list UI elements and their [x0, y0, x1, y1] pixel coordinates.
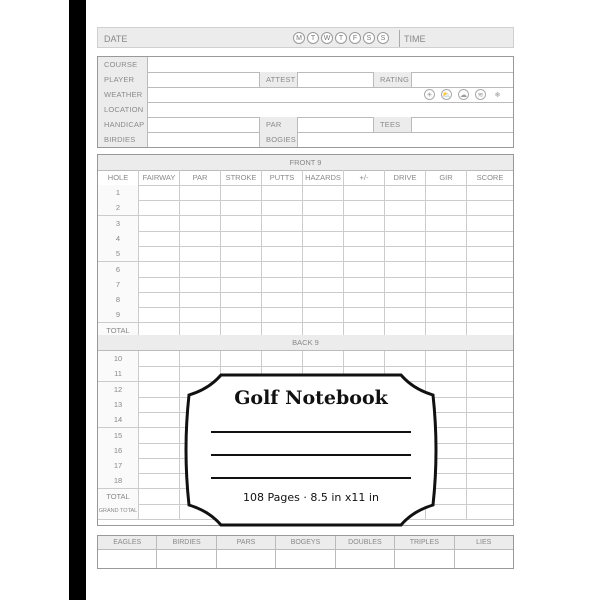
hole-number: 9 — [98, 307, 139, 322]
score-cell[interactable] — [180, 216, 221, 231]
score-cell[interactable] — [221, 292, 262, 307]
score-cell[interactable] — [139, 412, 180, 427]
score-cell[interactable] — [180, 292, 221, 307]
score-cell[interactable] — [139, 262, 180, 277]
round-info-box — [97, 56, 514, 148]
score-cell[interactable] — [344, 292, 385, 307]
hole-number: 5 — [98, 246, 139, 261]
hole-number: 1 — [98, 185, 139, 200]
score-cell[interactable] — [221, 246, 262, 261]
score-cell[interactable] — [344, 351, 385, 366]
score-cell[interactable] — [262, 277, 303, 292]
tees-label: TEES — [374, 117, 412, 132]
score-cell[interactable] — [467, 246, 513, 261]
hole-number: 6 — [98, 262, 139, 277]
column-header: SCORE — [476, 173, 504, 182]
score-cell[interactable] — [139, 246, 180, 261]
score-cell[interactable] — [426, 277, 467, 292]
column-header: PAR — [180, 170, 221, 185]
hole-number: 18 — [98, 473, 139, 488]
write-line[interactable] — [211, 477, 411, 479]
score-cell[interactable] — [385, 200, 426, 215]
cover-label — [181, 367, 441, 533]
score-cell[interactable] — [467, 382, 513, 397]
score-cell[interactable] — [262, 351, 303, 366]
score-row — [98, 277, 513, 293]
summary-table — [97, 535, 514, 569]
summary-column[interactable] — [455, 536, 513, 568]
hole-number: 3 — [98, 216, 139, 231]
score-cell[interactable] — [221, 262, 262, 277]
day-saturday[interactable]: S — [363, 32, 375, 44]
hole-number: 10 — [98, 351, 139, 366]
score-cell[interactable] — [221, 307, 262, 322]
score-cell[interactable] — [467, 489, 513, 504]
score-row — [98, 200, 513, 216]
location-row — [98, 102, 513, 118]
summary-header: BIRDIES — [157, 536, 215, 550]
score-cell[interactable] — [385, 262, 426, 277]
summary-column[interactable] — [98, 536, 157, 568]
score-cell[interactable] — [467, 185, 513, 200]
score-cell[interactable] — [344, 216, 385, 231]
score-cell[interactable] — [303, 262, 344, 277]
score-cell[interactable] — [467, 366, 513, 381]
notebook-title: Golf Notebook — [234, 387, 388, 409]
column-header: FAIRWAY — [139, 170, 180, 185]
attest-label: ATTEST — [260, 72, 298, 87]
date-label: DATE — [104, 34, 128, 44]
score-cell[interactable] — [467, 351, 513, 366]
score-cell[interactable] — [467, 397, 513, 412]
course-row — [98, 57, 513, 73]
score-cell[interactable] — [344, 262, 385, 277]
birdies-field[interactable] — [148, 132, 260, 147]
score-cell[interactable] — [385, 185, 426, 200]
summary-column[interactable] — [217, 536, 276, 568]
column-header: HAZARDS — [303, 170, 344, 185]
notebook-subtitle: 108 Pages · 8.5 in x11 in — [243, 491, 379, 504]
front-nine-header: FRONT 9 — [98, 155, 513, 171]
score-cell[interactable] — [303, 307, 344, 322]
summary-header: LIES — [455, 536, 513, 550]
tees-field[interactable] — [412, 117, 513, 132]
score-cell[interactable] — [180, 246, 221, 261]
location-field[interactable] — [148, 102, 513, 117]
score-cell[interactable] — [467, 277, 513, 292]
book-spine — [69, 0, 86, 600]
score-cell[interactable] — [467, 504, 513, 519]
score-cell[interactable] — [180, 277, 221, 292]
score-cell[interactable] — [426, 307, 467, 322]
partly-cloudy-icon[interactable]: ⛅ — [441, 89, 452, 100]
score-cell[interactable] — [303, 246, 344, 261]
hole-number: TOTAL — [98, 489, 139, 504]
day-sunday[interactable]: S — [377, 32, 389, 44]
score-cell[interactable] — [262, 307, 303, 322]
score-cell[interactable] — [385, 216, 426, 231]
hole-number: 8 — [98, 292, 139, 307]
score-cell[interactable] — [139, 200, 180, 215]
score-cell[interactable] — [303, 277, 344, 292]
score-cell[interactable] — [139, 428, 180, 443]
par-label: PAR — [260, 117, 298, 132]
summary-header: EAGLES — [98, 536, 156, 550]
score-row — [98, 307, 513, 323]
weather-icons — [424, 89, 503, 100]
score-cell[interactable] — [467, 412, 513, 427]
score-cell[interactable] — [426, 216, 467, 231]
rating-field[interactable] — [412, 72, 513, 87]
hole-number: GRAND TOTAL — [98, 504, 139, 519]
score-cell[interactable] — [467, 216, 513, 231]
course-label: COURSE — [98, 57, 148, 72]
player-label: PLAYER — [98, 72, 148, 87]
score-row — [98, 292, 513, 308]
score-cell[interactable] — [344, 307, 385, 322]
score-cell[interactable] — [139, 185, 180, 200]
day-friday[interactable]: F — [349, 32, 361, 44]
player-row — [98, 72, 513, 88]
divider — [399, 30, 400, 47]
rating-label: RATING — [374, 72, 412, 87]
score-cell[interactable] — [385, 292, 426, 307]
score-cell[interactable] — [139, 216, 180, 231]
score-cell[interactable] — [467, 428, 513, 443]
birdies-row — [98, 132, 513, 147]
hole-number: 15 — [98, 428, 139, 443]
time-label: TIME — [404, 34, 426, 44]
hole-number: 12 — [98, 382, 139, 397]
course-field[interactable] — [148, 57, 513, 72]
column-header: DRIVE — [385, 170, 426, 185]
handicap-field[interactable] — [148, 117, 260, 132]
score-cell[interactable] — [139, 277, 180, 292]
day-tuesday[interactable]: T — [307, 32, 319, 44]
write-line[interactable] — [211, 454, 411, 456]
score-cell[interactable] — [344, 200, 385, 215]
day-thursday[interactable]: T — [335, 32, 347, 44]
score-cell[interactable] — [139, 382, 180, 397]
score-row — [98, 351, 513, 367]
score-cell[interactable] — [262, 200, 303, 215]
summary-column[interactable] — [157, 536, 216, 568]
par-field[interactable] — [298, 117, 374, 132]
score-cell[interactable] — [221, 351, 262, 366]
score-cell[interactable] — [467, 458, 513, 473]
birdies-label: BIRDIES — [98, 132, 148, 147]
hole-number: 11 — [98, 366, 139, 381]
score-cell[interactable] — [426, 351, 467, 366]
handicap-row — [98, 117, 513, 133]
score-cell[interactable] — [467, 231, 513, 246]
score-cell[interactable] — [180, 231, 221, 246]
score-cell[interactable] — [467, 292, 513, 307]
score-cell[interactable] — [262, 246, 303, 261]
score-cell[interactable] — [303, 185, 344, 200]
summary-header: PARS — [217, 536, 275, 550]
score-cell[interactable] — [344, 185, 385, 200]
score-cell[interactable] — [467, 262, 513, 277]
score-cell[interactable] — [262, 292, 303, 307]
summary-column[interactable] — [276, 536, 335, 568]
hole-number: 14 — [98, 412, 139, 427]
score-cell[interactable] — [426, 185, 467, 200]
hole-number: TOTAL — [98, 323, 139, 338]
score-cell[interactable] — [180, 200, 221, 215]
score-cell[interactable] — [221, 277, 262, 292]
score-cell[interactable] — [139, 366, 180, 381]
hole-number: 17 — [98, 458, 139, 473]
day-wednesday[interactable]: W — [321, 32, 333, 44]
summary-header: BOGEYS — [276, 536, 334, 550]
score-cell[interactable] — [180, 307, 221, 322]
score-cell[interactable] — [385, 351, 426, 366]
score-cell[interactable] — [344, 246, 385, 261]
column-header: HOLE — [98, 170, 139, 185]
snowflake-icon[interactable]: ❄ — [494, 91, 501, 99]
hole-number: 7 — [98, 277, 139, 292]
summary-column[interactable] — [336, 536, 395, 568]
hole-number: 4 — [98, 231, 139, 246]
column-header-row — [98, 170, 513, 186]
score-row — [98, 262, 513, 278]
date-bar — [97, 27, 514, 48]
cloud-icon[interactable]: ☁ — [458, 89, 469, 100]
score-cell[interactable] — [303, 351, 344, 366]
score-cell[interactable] — [426, 246, 467, 261]
score-row — [98, 216, 513, 232]
score-cell[interactable] — [426, 231, 467, 246]
score-cell[interactable] — [303, 216, 344, 231]
location-label: LOCATION — [98, 102, 148, 117]
wind-icon[interactable]: ≋ — [475, 89, 486, 100]
day-monday[interactable]: M — [293, 32, 305, 44]
score-cell[interactable] — [385, 246, 426, 261]
score-cell[interactable] — [303, 200, 344, 215]
hole-number: 16 — [98, 443, 139, 458]
score-cell[interactable] — [139, 307, 180, 322]
score-cell[interactable] — [180, 262, 221, 277]
score-cell[interactable] — [467, 443, 513, 458]
score-cell[interactable] — [139, 489, 180, 504]
score-cell[interactable] — [467, 200, 513, 215]
score-cell[interactable] — [385, 231, 426, 246]
score-cell[interactable] — [139, 473, 180, 488]
score-cell[interactable] — [221, 200, 262, 215]
attest-field[interactable] — [298, 72, 374, 87]
score-cell[interactable] — [139, 458, 180, 473]
score-cell[interactable] — [303, 292, 344, 307]
score-cell[interactable] — [426, 292, 467, 307]
weather-label: WEATHER — [98, 87, 148, 102]
score-cell[interactable] — [426, 262, 467, 277]
score-row — [98, 231, 513, 247]
score-row — [98, 246, 513, 262]
handicap-label: HANDICAP — [98, 117, 148, 132]
score-cell[interactable] — [262, 185, 303, 200]
summary-column[interactable] — [395, 536, 454, 568]
column-header: +/- — [344, 170, 385, 185]
score-cell[interactable] — [139, 397, 180, 412]
score-cell[interactable] — [262, 231, 303, 246]
hole-number: 13 — [98, 397, 139, 412]
column-header: STROKE — [221, 170, 262, 185]
column-header: GIR — [426, 170, 467, 185]
score-cell[interactable] — [262, 262, 303, 277]
bogies-field[interactable] — [298, 132, 513, 147]
score-cell[interactable] — [139, 351, 180, 366]
hole-number: 2 — [98, 200, 139, 215]
score-cell[interactable] — [426, 200, 467, 215]
score-cell[interactable] — [385, 277, 426, 292]
score-cell[interactable] — [139, 504, 180, 519]
summary-header: TRIPLES — [395, 536, 453, 550]
back-nine-header: BACK 9 — [98, 335, 513, 351]
weather-row — [98, 87, 513, 103]
score-cell[interactable] — [180, 185, 221, 200]
score-row — [98, 185, 513, 201]
score-cell[interactable] — [303, 231, 344, 246]
score-cell[interactable] — [221, 185, 262, 200]
score-cell[interactable] — [344, 231, 385, 246]
score-cell[interactable] — [180, 351, 221, 366]
bogies-label: BOGIES — [260, 132, 298, 147]
column-header: PUTTS — [262, 170, 303, 185]
score-cell[interactable] — [467, 473, 513, 488]
player-field[interactable] — [148, 72, 260, 87]
score-cell[interactable] — [139, 292, 180, 307]
score-cell[interactable] — [221, 231, 262, 246]
score-cell[interactable] — [139, 231, 180, 246]
write-line[interactable] — [211, 431, 411, 433]
sun-icon[interactable]: ☀ — [424, 89, 435, 100]
score-cell[interactable] — [221, 216, 262, 231]
summary-header: DOUBLES — [336, 536, 394, 550]
score-cell[interactable] — [344, 277, 385, 292]
score-cell[interactable] — [139, 443, 180, 458]
weekday-selector — [293, 32, 389, 44]
score-cell[interactable] — [385, 307, 426, 322]
score-cell[interactable] — [467, 307, 513, 322]
score-cell[interactable] — [262, 216, 303, 231]
